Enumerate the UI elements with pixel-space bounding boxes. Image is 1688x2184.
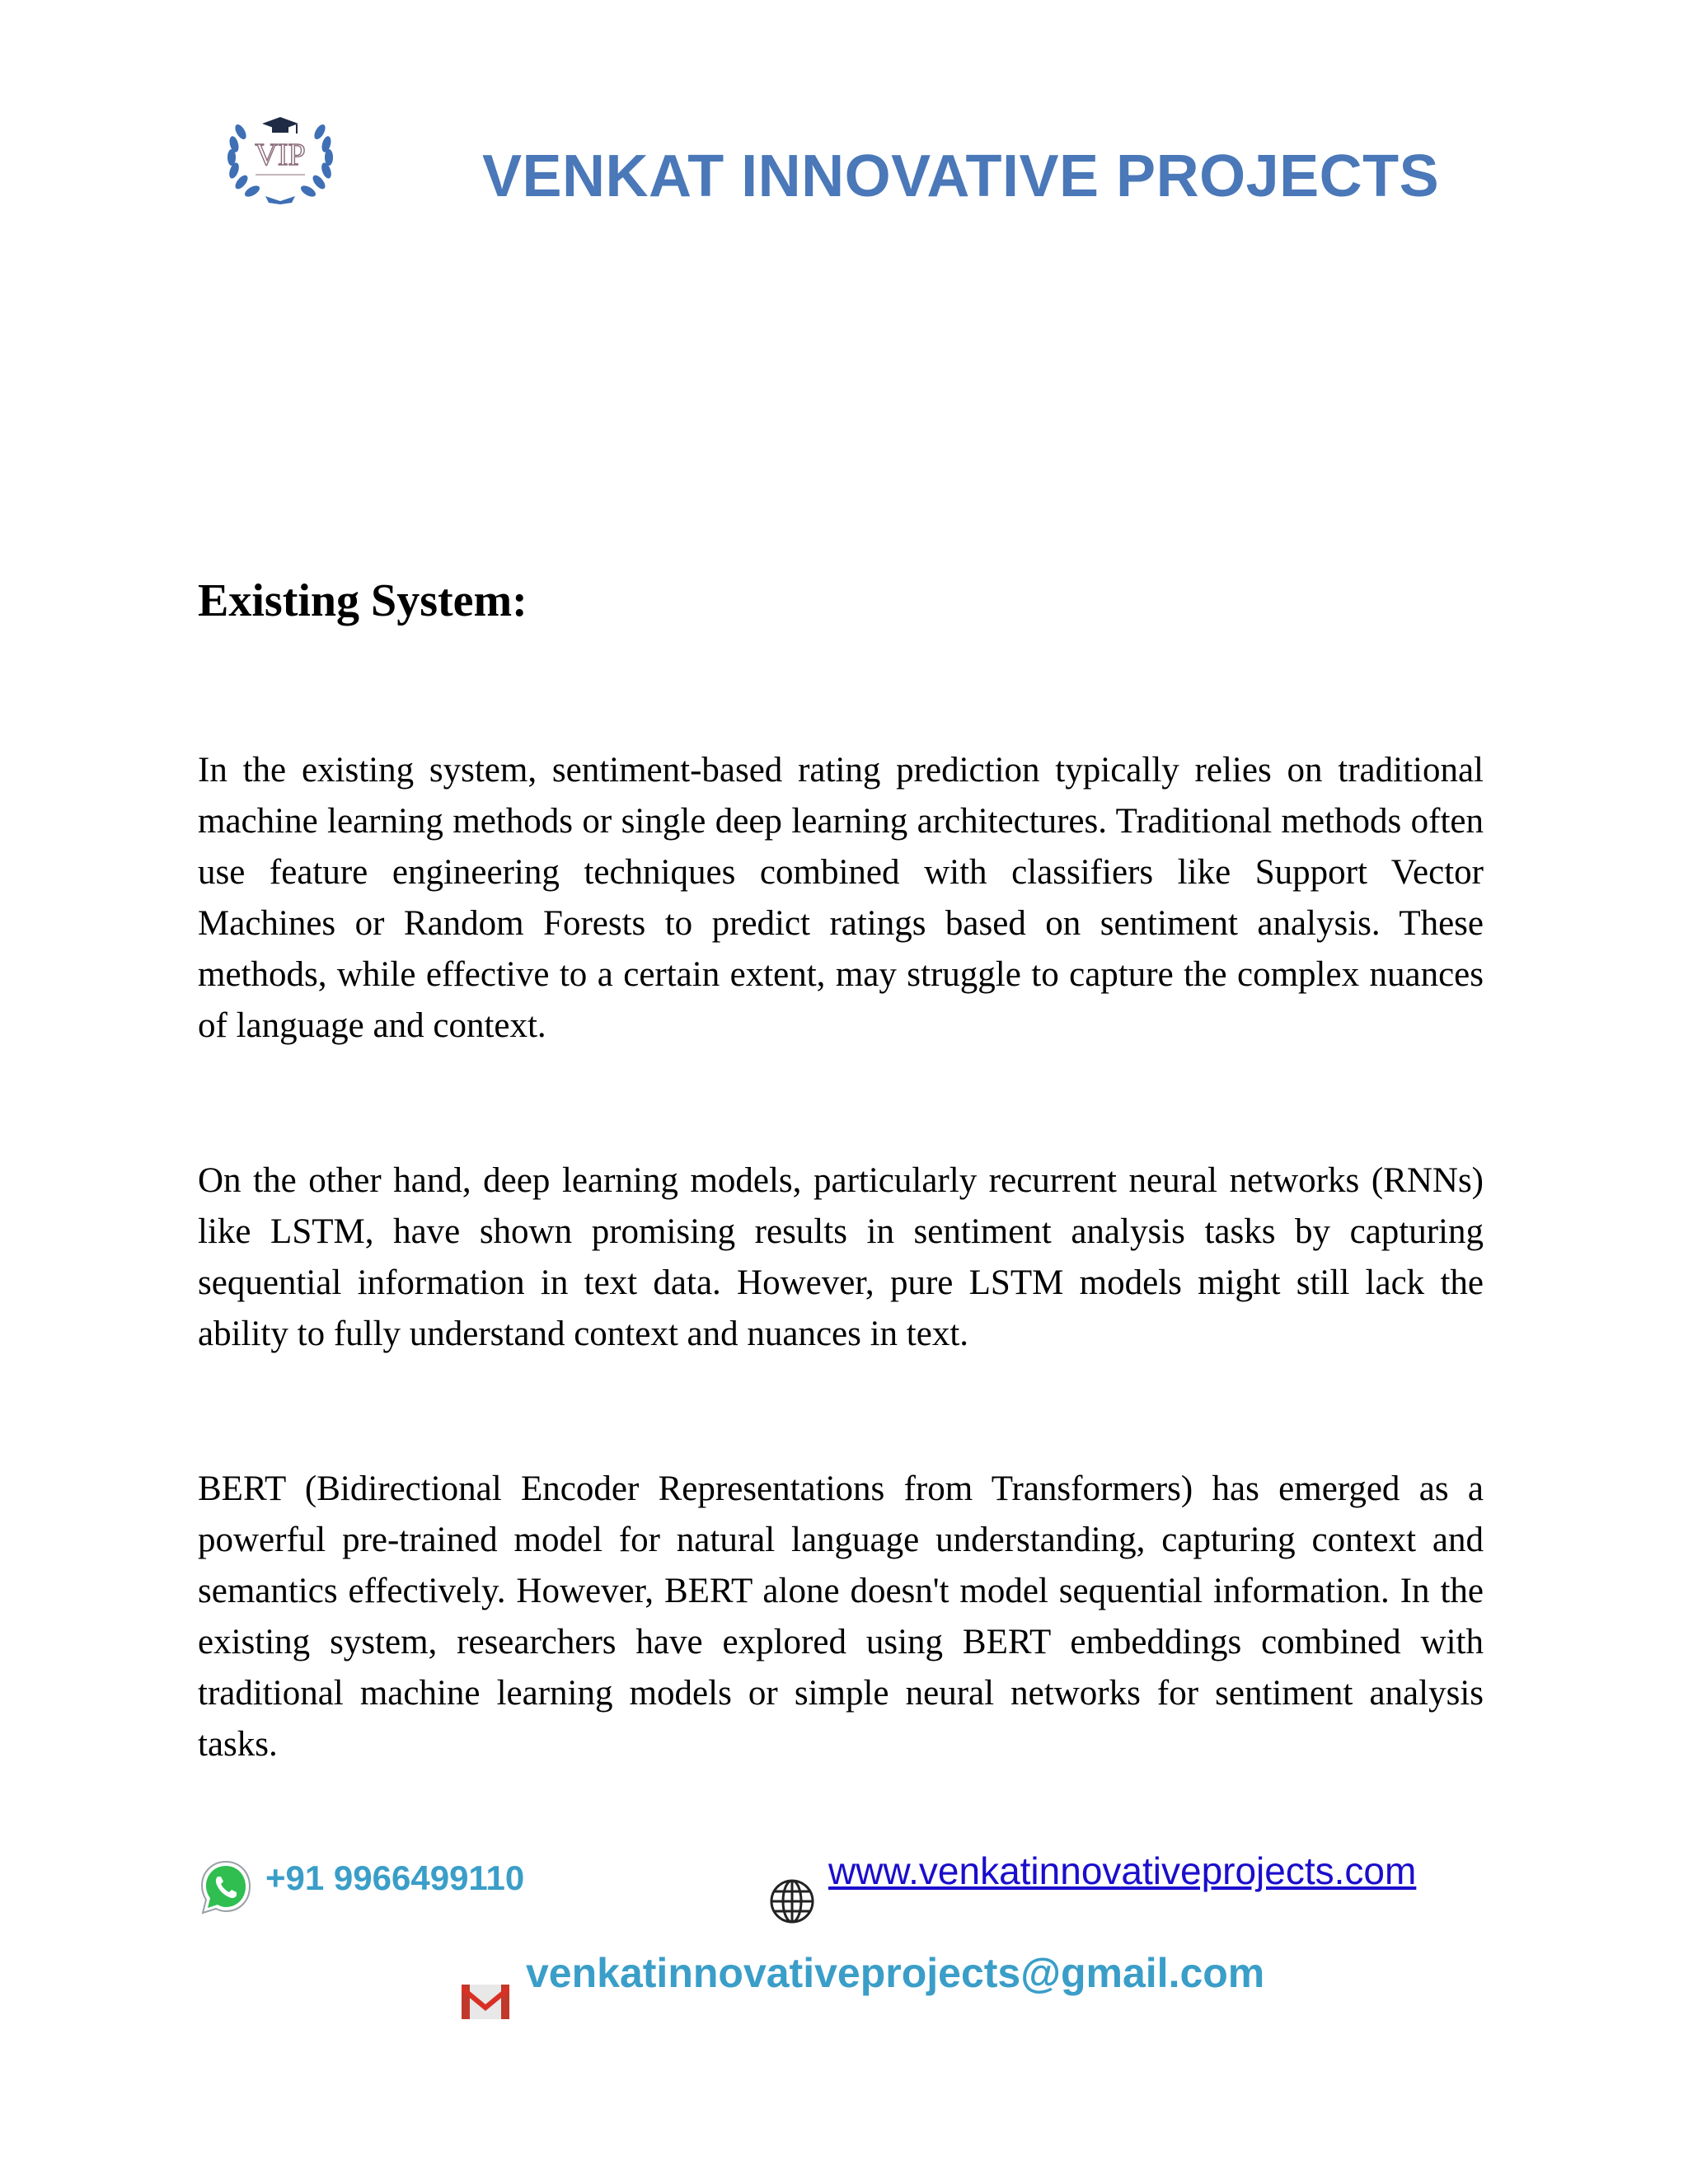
svg-text:VIP: VIP: [255, 138, 306, 172]
gmail-icon: [460, 1981, 511, 2021]
phone-number[interactable]: +91 9966499110: [265, 1858, 525, 1897]
email-address[interactable]: venkatinnovativeprojects@gmail.com: [526, 1950, 1265, 1996]
website-link[interactable]: www.venkatinnovativeprojects.com: [828, 1849, 1417, 1892]
paragraph-existing-methods: In the existing system, sentiment-based rating prediction typically relies on traditional machine learning methods or single deep learning architectures. Traditional methods often use feature engineering techniques combined with classifiers like Support Vector Machines or Random Forests to predict ratings based on sentiment analysis. These methods, while effective to a certain extent, may struggle to capture the complex nuances of language and context.: [198, 751, 1484, 1045]
whatsapp-icon: [198, 1858, 254, 1916]
brand-title: VENKAT INNOVATIVE PROJECTS: [482, 143, 1440, 209]
globe-icon: [768, 1877, 816, 1925]
vip-logo: [223, 99, 338, 206]
graduation-cap-icon: [262, 117, 298, 134]
section-heading: Existing System:: [198, 575, 528, 626]
paragraph-deep-learning: On the other hand, deep learning models, particularly recurrent neural networks (RNNs) like LSTM, have shown promising results in sentiment analysis tasks by capturing sequential information in text data. However, pure LSTM models might still lack the ability to fully understand context and nuances in text.: [198, 1161, 1484, 1353]
paragraph-bert: BERT (Bidirectional Encoder Representations from Transformers) has emerged as a powerful pre-trained model for natural language understanding, capturing context and semantics effectively. However, BERT alone doesn't model sequential information. In the existing system, researchers have explored using BERT embeddings combined with traditional machine learning models or simple neural networks for sentiment analysis tasks.: [198, 1469, 1484, 1764]
